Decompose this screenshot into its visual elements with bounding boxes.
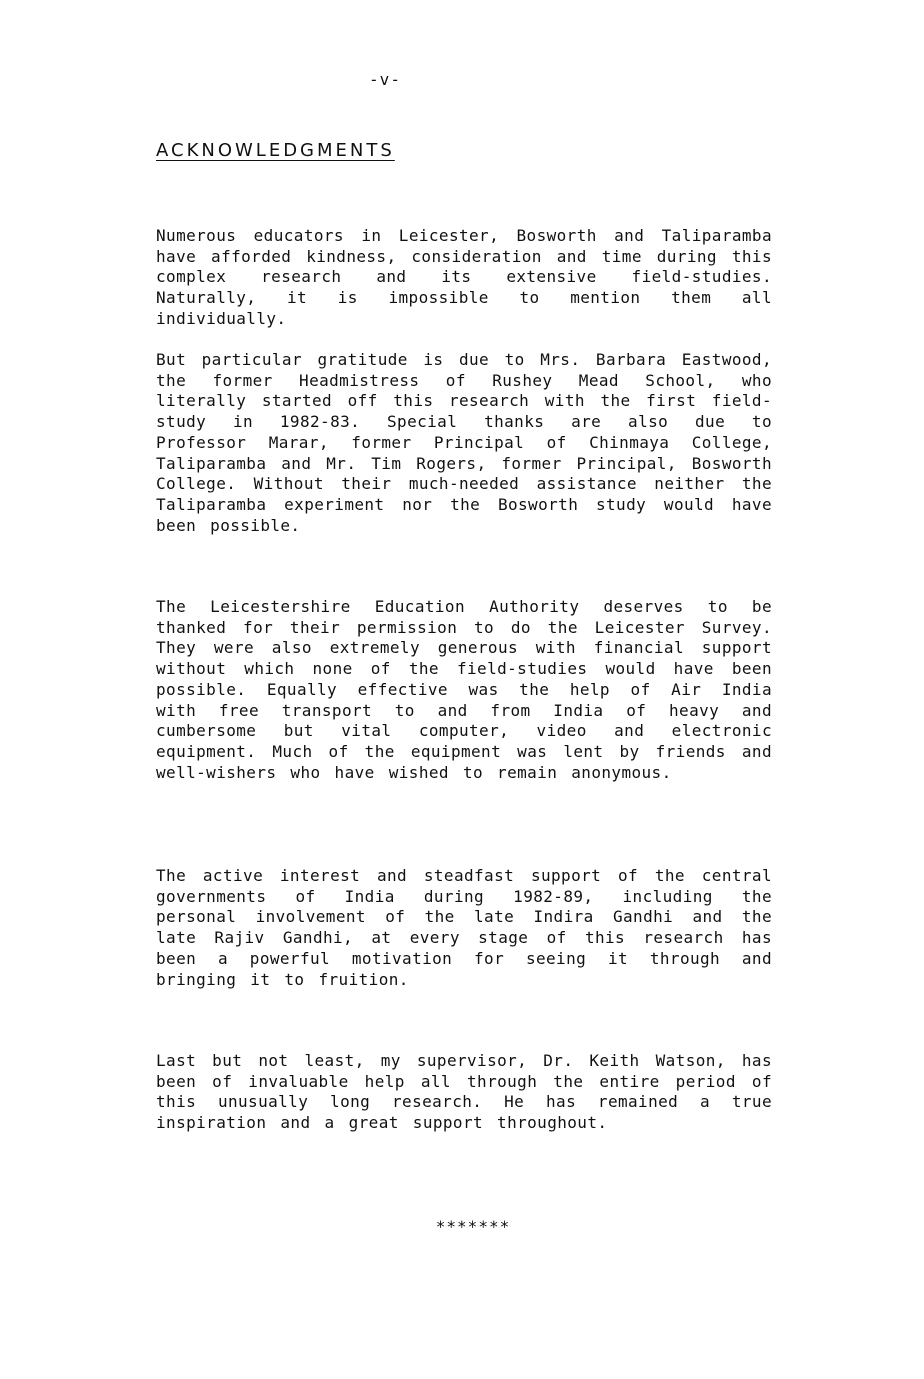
paragraph-5: Last but not least, my supervisor, Dr. Keith Watson, has been of invaluable help all through the entire period of this unusually long research. He has remained a true inspiration and a great support throughout.	[156, 1051, 772, 1133]
paragraph-3: The Leicestershire Education Authority deserves to be thanked for their permission to do the Leicester Survey. They were also extremely generous with financial support without which none of the field-studies would have been possible. Equally effective was the help of Air India with free transport to and from India of heavy and cumbersome but vital computer, video and electronic equipment. Much of the equipment was lent by friends and well-wishers who have wished to remain anonymous.	[156, 597, 772, 782]
paragraph-4: The active interest and steadfast support of the central governments of India during 1982-89, including the personal involvement of the late Indira Gandhi and the late Rajiv Gandhi, at every stage of this research has been a powerful motivation for seeing it through and bringing it to fruition.	[156, 866, 772, 989]
page-title: ACKNOWLEDGMENTS	[156, 140, 395, 161]
page-number: -v-	[369, 70, 401, 89]
end-mark: *******	[435, 1217, 511, 1236]
paragraph-2: But particular gratitude is due to Mrs. Barbara Eastwood, the former Headmistress of Rushey Mead School, who literally started off this research with the first field-study in 1982-83. Special thanks are also due to Professor Marar, former Principal of Chinmaya College, Taliparamba and Mr. Tim Rogers, former Principal, Bosworth College. Without their much-needed assistance neither the Taliparamba experiment nor the Bosworth study would have been possible.	[156, 350, 772, 535]
paragraph-1: Numerous educators in Leicester, Bosworth and Taliparamba have afforded kindness, consideration and time during this complex research and its extensive field-studies. Naturally, it is impossible to mention them all individually.	[156, 226, 772, 328]
